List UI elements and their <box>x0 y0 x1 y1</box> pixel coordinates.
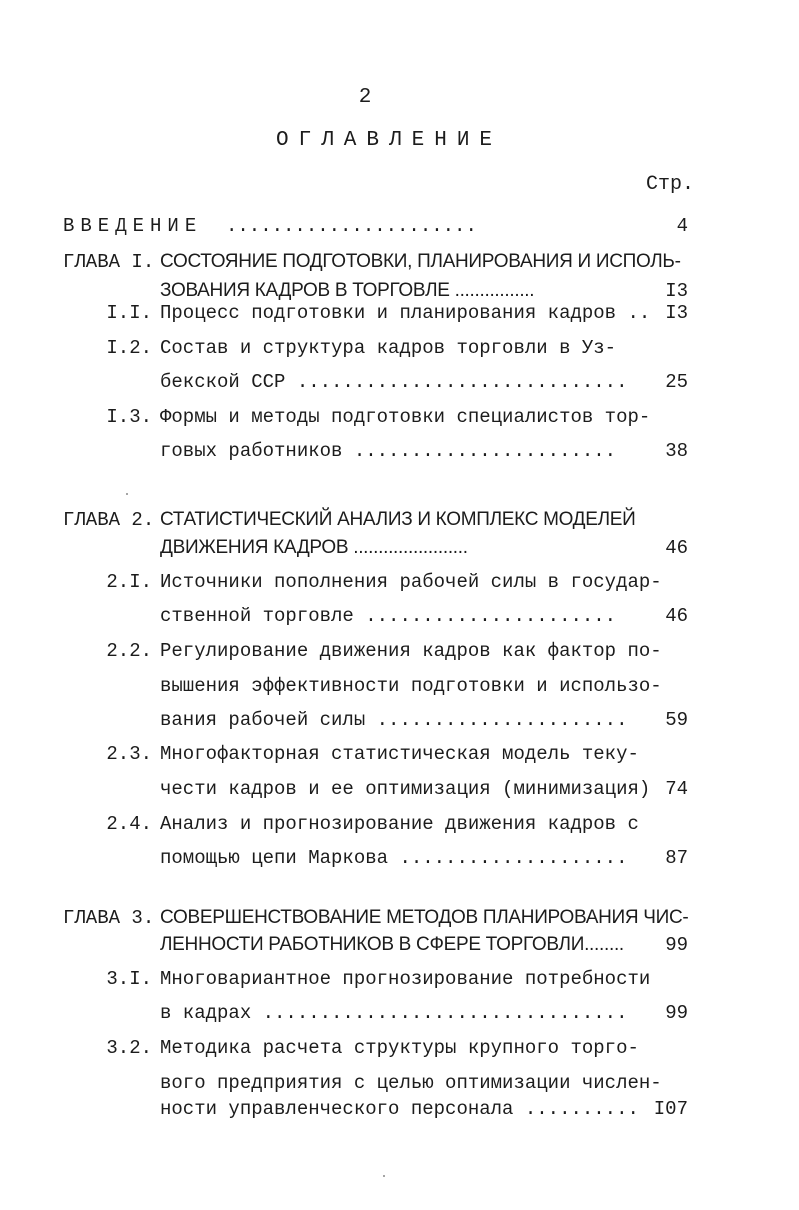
entry-text-line: вышения эффективности подготовки и использо- <box>160 675 662 697</box>
entry-label: ВВЕДЕНИЕ <box>63 215 203 237</box>
entry-page: 46 <box>665 537 688 559</box>
entry-label: 2.3. <box>106 743 152 765</box>
entry-text-line: ственной торговле ...................... <box>160 605 617 627</box>
entry-label: ГЛАВА 3. <box>63 907 155 929</box>
entry-text-line: чести кадров и ее оптимизация (минимизация) <box>160 778 651 800</box>
entry-page: I3 <box>665 280 688 302</box>
entry-text-line: СТАТИСТИЧЕСКИЙ АНАЛИЗ И КОМПЛЕКС МОДЕЛЕЙ <box>160 509 636 530</box>
entry-text-line: ЛЕННОСТИ РАБОТНИКОВ В СФЕРЕ ТОРГОВЛИ........ <box>160 934 624 955</box>
entry-text-line: Многовариантное прогнозирование потребности <box>160 968 651 990</box>
entry-label: 2.4. <box>106 813 152 835</box>
entry-text-line: Источники пополнения рабочей силы в государ- <box>160 571 662 593</box>
entry-text-line: СОВЕРШЕНСТВОВАНИЕ МЕТОДОВ ПЛАНИРОВАНИЯ ЧИС- <box>160 907 689 928</box>
entry-page: 87 <box>665 847 688 869</box>
entry-label: 3.2. <box>106 1037 152 1059</box>
entry-text-line: бекской ССР ............................. <box>160 371 628 393</box>
page-column-label: Стр. <box>646 173 695 196</box>
entry-page: 46 <box>665 605 688 627</box>
entry-text-line: Регулирование движения кадров как фактор по- <box>160 640 662 662</box>
entry-text-line: Методика расчета структуры крупного торго- <box>160 1037 639 1059</box>
entry-text-line: говых работников ....................... <box>160 440 617 462</box>
entry-text-line: СОСТОЯНИЕ ПОДГОТОВКИ, ПЛАНИРОВАНИЯ И ИСПОЛЬ- <box>160 251 681 272</box>
entry-text-line: в кадрах ................................ <box>160 1002 628 1024</box>
entry-text-line: вания рабочей силы ...................... <box>160 709 628 731</box>
entry-text-line: ности управленческого персонала .......... <box>160 1098 639 1120</box>
entry-text-line: вого предприятия с целью оптимизации числен- <box>160 1072 662 1094</box>
entry-label: 3.I. <box>106 968 152 990</box>
entry-text-line: Формы и методы подготовки специалистов тор- <box>160 406 651 428</box>
entry-page: 4 <box>676 215 688 237</box>
entry-text-line: помощью цепи Маркова .................... <box>160 847 628 869</box>
entry-label: I.3. <box>106 406 152 428</box>
entry-text-line: Анализ и прогнозирование движения кадров с <box>160 813 639 835</box>
entry-label: I.2. <box>106 337 152 359</box>
entry-text-line: ЗОВАНИЯ КАДРОВ В ТОРГОВЛЕ ................ <box>160 280 535 301</box>
entry-page: 99 <box>665 1002 688 1024</box>
entry-page: 25 <box>665 371 688 393</box>
entry-text-line: Состав и структура кадров торговли в Уз- <box>160 337 617 359</box>
scan-speck <box>383 1175 385 1177</box>
entry-page: I3 <box>665 302 688 324</box>
entry-label: ГЛАВА 2. <box>63 509 155 531</box>
entry-label: 2.2. <box>106 640 152 662</box>
entry-text-line: Многофакторная статистическая модель теку- <box>160 743 639 765</box>
entry-text-line: ...................... <box>226 215 477 237</box>
entry-page: 59 <box>665 709 688 731</box>
entry-label: I.I. <box>106 302 152 324</box>
entry-page: I07 <box>653 1098 688 1120</box>
document-title: ОГЛАВЛЕНИЕ <box>276 129 503 152</box>
page-number: 2 <box>358 86 372 109</box>
entry-label: ГЛАВА I. <box>63 251 155 273</box>
entry-text-line: ДВИЖЕНИЯ КАДРОВ ....................... <box>160 537 468 558</box>
entry-page: 99 <box>665 934 688 956</box>
scan-speck <box>126 493 128 495</box>
entry-text-line: Процесс подготовки и планирования кадров .. <box>160 302 651 324</box>
entry-label: 2.I. <box>106 571 152 593</box>
entry-page: 38 <box>665 440 688 462</box>
entry-page: 74 <box>665 778 688 800</box>
